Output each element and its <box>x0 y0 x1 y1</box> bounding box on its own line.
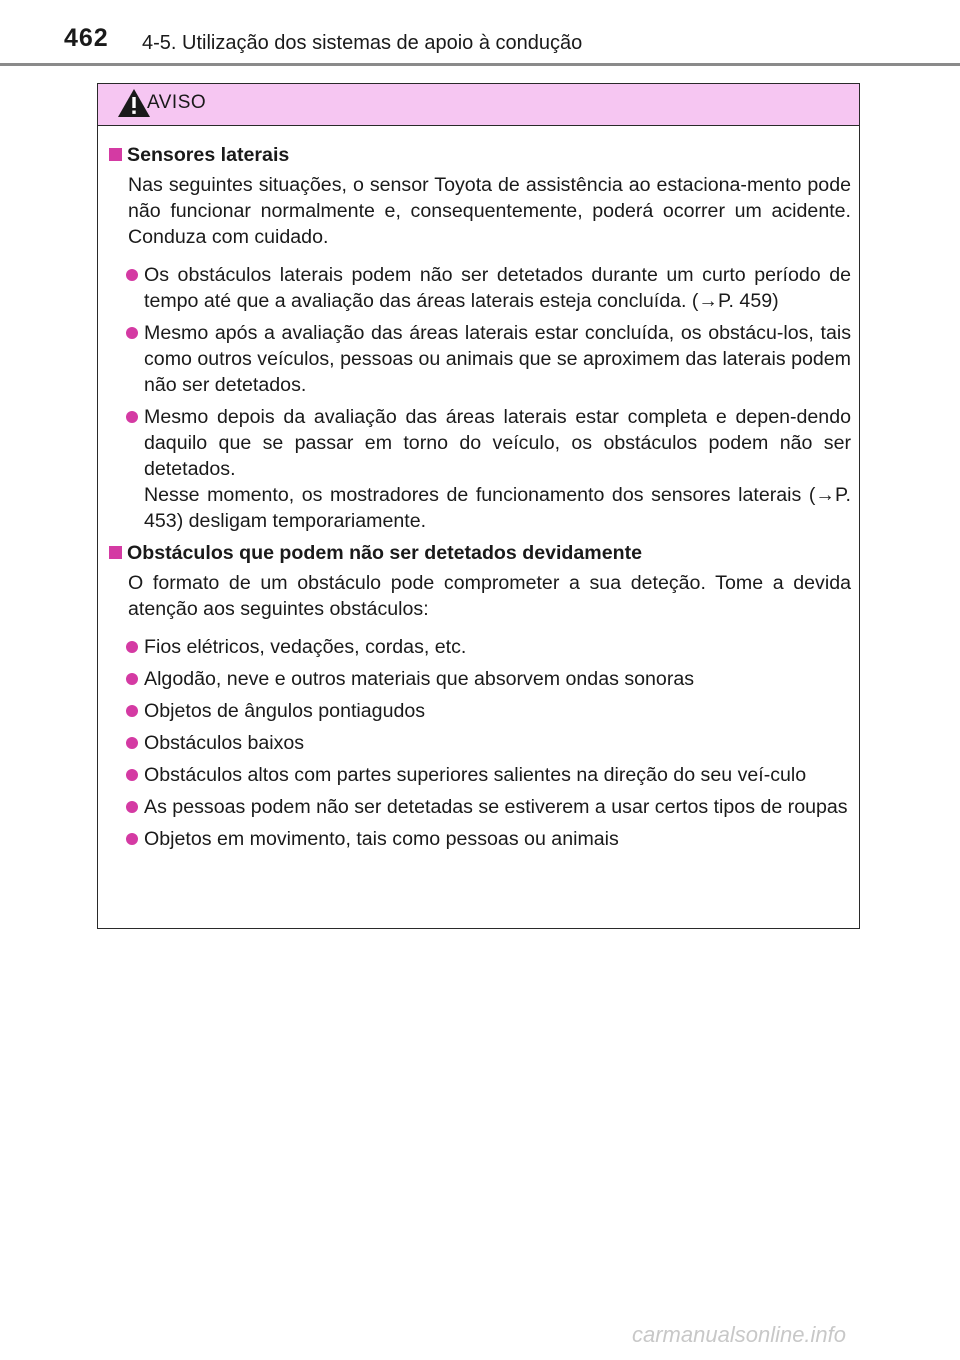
list-item-continuation: Nesse momento, os mostradores de funcionamento dos sensores laterais <box>144 484 802 506</box>
list-item <box>104 762 851 788</box>
list-item-text: Mesmo depois da avaliação das áreas laterais estar completa e depen-dendo daquilo que se passar em torno do veículo, os obstáculos podem não ser detetados. <box>144 406 851 480</box>
section-intro: Nas seguintes situações, o sensor Toyota de assistência ao estaciona-mento pode não funcionar normalmente e, consequentemente, poderá ocorrer um acidente. Conduza com cuidado. <box>128 174 851 248</box>
list-item-continuation: (→P. 453) desligam temporariamente. <box>144 484 851 532</box>
page-number: 462 <box>64 24 109 52</box>
round-bullet-icon <box>126 641 138 653</box>
warning-box <box>97 83 860 929</box>
list-item-text: Obstáculos baixos <box>144 732 305 754</box>
list-item-text: Objetos de ângulos pontiagudos <box>144 700 426 722</box>
list-item <box>104 666 851 692</box>
section-intro: O formato de um obstáculo pode comprometer a sua deteção. Tome a devida atenção aos seguintes obstáculos: <box>128 572 851 620</box>
section-title: 4-5. Utilização dos sistemas de apoio à condução <box>142 32 583 54</box>
round-bullet-icon <box>126 833 138 845</box>
list-item-text: Mesmo após a avaliação das áreas laterais estar concluída, os obstácu-los, tais como outros veículos, pessoas ou animais que se aproximem das laterais podem não ser detetados. <box>144 322 851 396</box>
list-item <box>104 404 851 534</box>
section-heading-text: Sensores laterais <box>127 144 290 166</box>
list-item-text: As pessoas podem não ser detetadas se estiverem a usar certos tipos de roupas <box>144 796 848 818</box>
square-bullet-icon <box>109 546 122 559</box>
list-item-text: Obstáculos altos com partes superiores salientes na direção do seu veí-culo <box>144 764 807 786</box>
section-heading-text: Obstáculos que podem não ser detetados devidamente <box>127 542 643 564</box>
round-bullet-icon <box>126 269 138 281</box>
round-bullet-icon <box>126 673 138 685</box>
round-bullet-icon <box>126 737 138 749</box>
list-item-text: Os obstáculos laterais podem não ser detetados durante um curto período de tempo até que a avaliação das áreas laterais esteja concluída. (→P. 459) <box>144 264 851 312</box>
list-item <box>104 794 851 820</box>
round-bullet-icon <box>126 705 138 717</box>
round-bullet-icon <box>126 411 138 423</box>
page-header <box>0 0 960 66</box>
round-bullet-icon <box>126 327 138 339</box>
section-heading <box>104 540 851 566</box>
warning-body <box>98 126 859 852</box>
warning-title: AVISO <box>147 92 207 113</box>
warning-header <box>98 84 859 126</box>
section-heading <box>104 142 851 168</box>
list-item-text: Algodão, neve e outros materiais que absorvem ondas sonoras <box>144 668 695 690</box>
list-item <box>104 826 851 852</box>
list-item <box>104 262 851 314</box>
list-item <box>104 320 851 398</box>
list-item <box>104 634 851 660</box>
list-item <box>104 730 851 756</box>
watermark: carmanualsonline.info <box>632 1322 847 1347</box>
list-item-text: Objetos em movimento, tais como pessoas ou animais <box>144 828 619 850</box>
header-divider <box>0 63 960 66</box>
square-bullet-icon <box>109 148 122 161</box>
round-bullet-icon <box>126 801 138 813</box>
round-bullet-icon <box>126 769 138 781</box>
list-item <box>104 698 851 724</box>
list-item-text: Fios elétricos, vedações, cordas, etc. <box>144 636 467 658</box>
